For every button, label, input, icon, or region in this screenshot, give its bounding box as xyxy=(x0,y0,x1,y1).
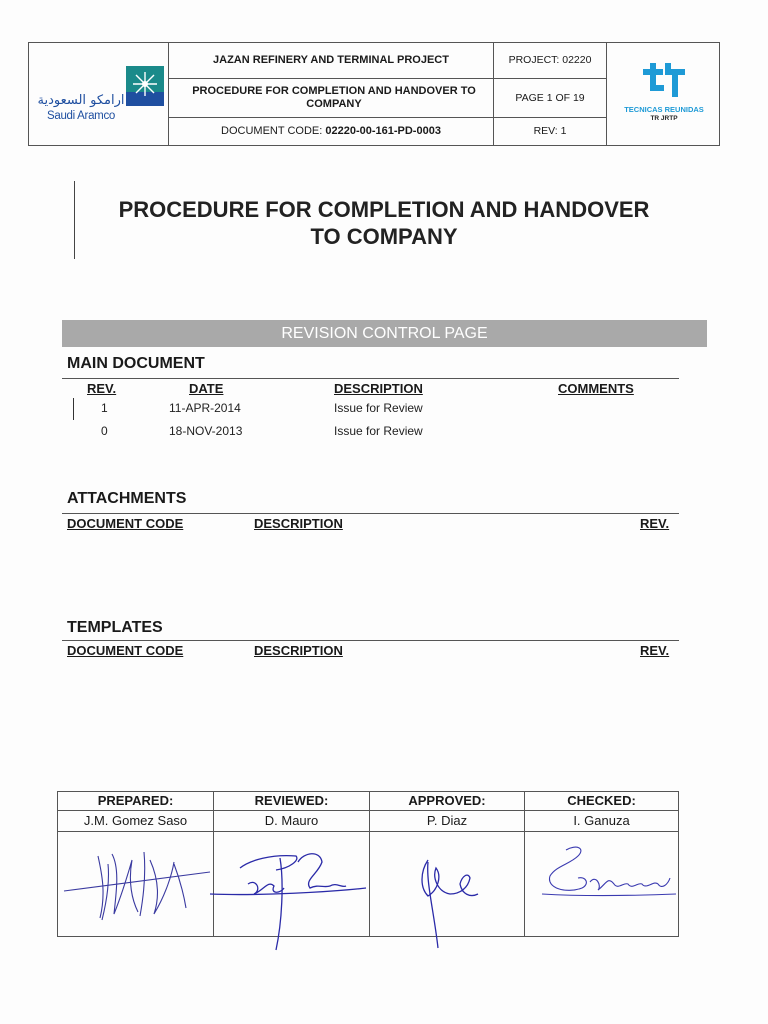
templates-col-rev: REV. xyxy=(640,643,670,658)
signoff-role-prepared: PREPARED: xyxy=(97,793,174,808)
signoff-name-checked: I. Ganuza xyxy=(573,813,630,828)
title-change-bar xyxy=(74,181,75,259)
col-rev: REV. xyxy=(87,381,117,396)
attachments-col-description: DESCRIPTION xyxy=(254,516,343,531)
page-title xyxy=(84,196,684,250)
main-document-rule xyxy=(62,378,679,379)
col-comments: COMMENTS xyxy=(558,381,634,396)
revision-number: REV: 1 xyxy=(533,125,567,137)
signoff-name-approved: P. Diaz xyxy=(426,813,468,828)
attachments-rule xyxy=(62,513,679,514)
revision-change-bar xyxy=(73,398,74,420)
signoff-name-reviewed: D. Mauro xyxy=(264,813,319,828)
signoff-table xyxy=(57,791,679,937)
row-rev: 1 xyxy=(101,401,108,415)
saudi-aramco-logo xyxy=(29,43,168,145)
row-date: 18-NOV-2013 xyxy=(169,424,243,438)
signature-reviewed xyxy=(200,832,370,952)
page-title-line2: TO COMPANY xyxy=(310,224,458,249)
main-document-heading: MAIN DOCUMENT xyxy=(67,355,205,372)
templates-heading: TEMPLATES xyxy=(67,619,163,636)
signature-approved xyxy=(398,832,518,952)
row-description: Issue for Review xyxy=(334,424,423,438)
doc-code: 02220-00-161-PD-0003 xyxy=(325,125,441,137)
signature-prepared xyxy=(62,834,212,934)
revision-control-bar: REVISION CONTROL PAGE xyxy=(62,320,707,347)
row-date: 11-APR-2014 xyxy=(169,401,241,415)
page-title-line1: PROCEDURE FOR COMPLETION AND HANDOVER xyxy=(118,197,650,222)
signoff-role-checked: CHECKED: xyxy=(567,793,636,808)
templates-col-code: DOCUMENT CODE xyxy=(67,643,184,658)
templates-col-description: DESCRIPTION xyxy=(254,643,343,658)
tr-logo-icon xyxy=(641,61,687,99)
templates-rule xyxy=(62,640,679,641)
aramco-star-icon xyxy=(126,66,164,106)
signature-checked xyxy=(536,838,686,938)
doc-code-label: DOCUMENT CODE: xyxy=(221,125,323,137)
col-description: DESCRIPTION xyxy=(334,381,423,396)
tr-company-name: TECNICAS REUNIDAS xyxy=(624,105,704,114)
col-date: DATE xyxy=(189,381,224,396)
aramco-arabic-name: ارامكو السعودية xyxy=(37,93,125,108)
document-header xyxy=(28,42,720,146)
signoff-role-reviewed: REVIEWED: xyxy=(254,793,329,808)
header-doc-title: PROCEDURE FOR COMPLETION AND HANDOVER TO COMPANY xyxy=(192,85,476,110)
signoff-name-prepared: J.M. Gomez Saso xyxy=(83,813,188,828)
tecnicas-reunidas-logo xyxy=(607,43,721,145)
attachments-col-code: DOCUMENT CODE xyxy=(67,516,184,531)
tr-project-code: TR JRTP xyxy=(650,115,678,122)
project-number: PROJECT: 02220 xyxy=(508,54,592,66)
aramco-english-name: Saudi Aramco xyxy=(47,110,115,122)
row-rev: 0 xyxy=(101,424,108,438)
doc-code-cell xyxy=(169,118,493,145)
attachments-heading: ATTACHMENTS xyxy=(67,490,187,507)
signoff-role-approved: APPROVED: xyxy=(408,793,486,808)
attachments-col-rev: REV. xyxy=(640,516,670,531)
project-name: JAZAN REFINERY AND TERMINAL PROJECT xyxy=(213,54,449,66)
row-description: Issue for Review xyxy=(334,401,423,415)
page-number: PAGE 1 OF 19 xyxy=(515,91,585,104)
